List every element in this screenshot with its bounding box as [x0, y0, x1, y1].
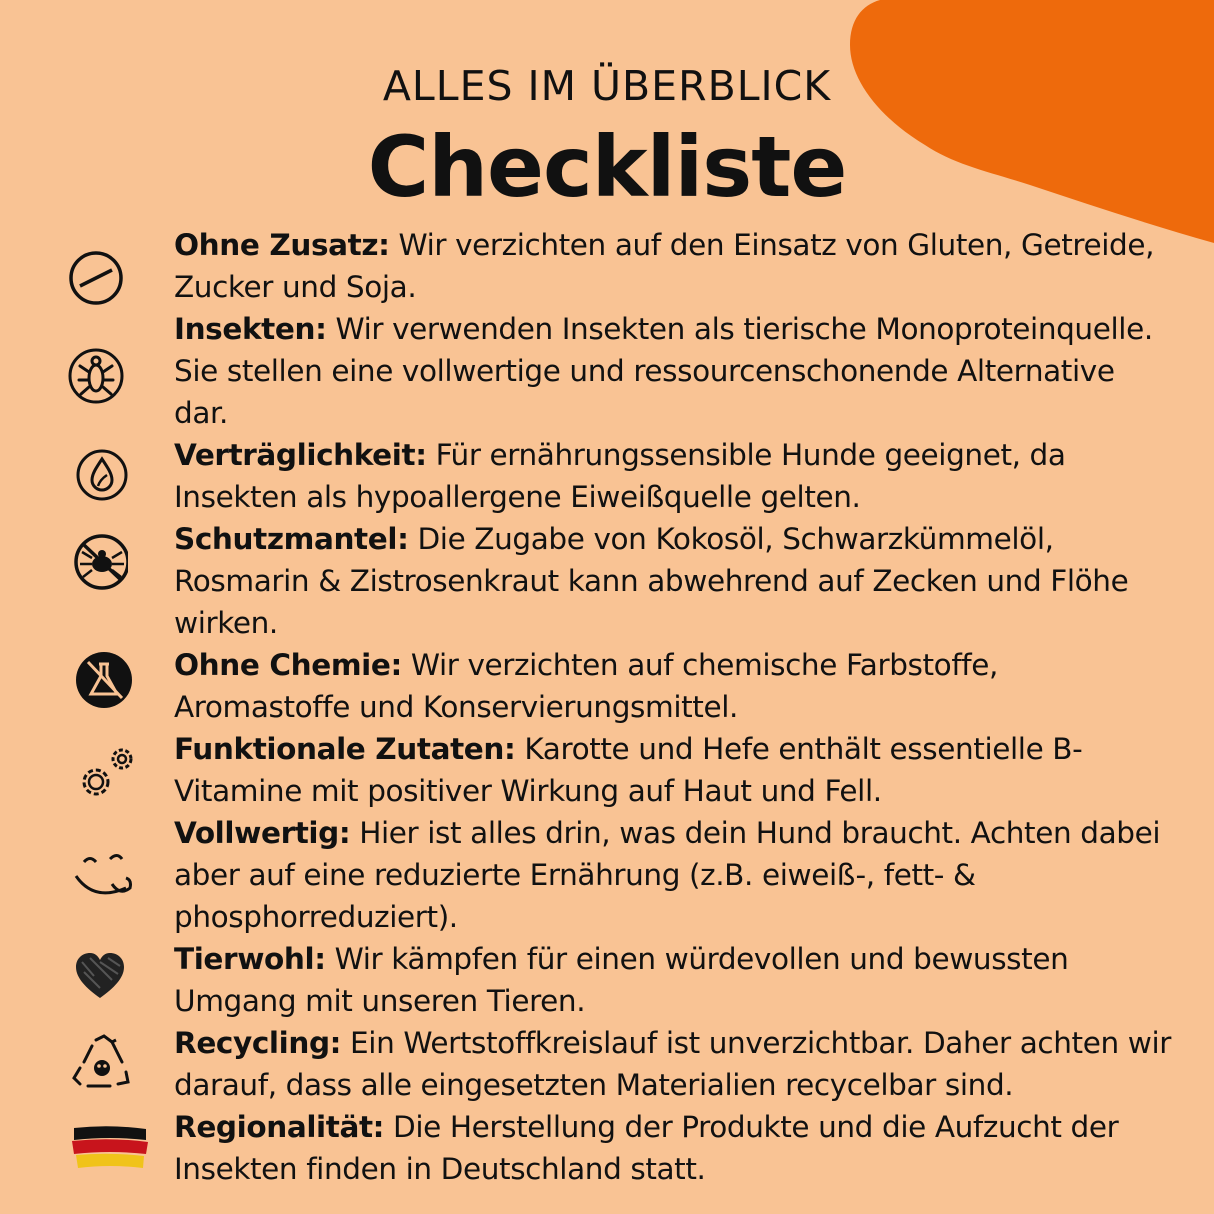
item-label: Tierwohl:: [174, 942, 326, 976]
item-text: [174, 224, 1174, 308]
header-eyebrow: ALLES IM ÜBERBLICK: [382, 62, 832, 110]
gears-icon: [64, 742, 144, 806]
item-label: Insekten:: [174, 312, 327, 346]
item-description: Hier ist alles drin, was dein Hund braucht. Achten dabei aber auf eine reduzierte Ernährung (z.B. eiweiß-, fett- & phosphorreduziert).: [174, 816, 1161, 934]
item-label: Ohne Zusatz:: [174, 228, 390, 262]
item-description: Die Zugabe von Kokosöl, Schwarzkümmelöl, Rosmarin & Zistrosenkraut kann abwehrend auf Zecken und Flöhe wirken.: [174, 522, 1129, 640]
item-text: [174, 644, 1174, 728]
item-label: Regionalität:: [174, 1110, 385, 1144]
insect-icon: [64, 344, 128, 408]
item-label: Verträglichkeit:: [174, 438, 427, 472]
item-text: [174, 812, 1174, 938]
item-text: [174, 1022, 1174, 1106]
item-text: [174, 434, 1174, 518]
yummy-face-icon: [64, 850, 144, 906]
item-text: [174, 518, 1174, 644]
item-description: Für ernährungssensible Hunde geeignet, da Insekten als hypoallergene Eiweißquelle gelten.: [174, 438, 1066, 514]
item-label: Vollwertig:: [174, 816, 351, 850]
item-description: Ein Wertstoffkreislauf ist unverzichtbar. Daher achten wir darauf, dass alle eingesetzten Materialien recycelbar sind.: [174, 1026, 1171, 1102]
item-description: Wir verzichten auf chemische Farbstoffe, Aromastoffe und Konservierungsmittel.: [174, 648, 999, 724]
item-description: Karotte und Hefe enthält essentielle B-Vitamine mit positiver Wirkung auf Haut und Fell.: [174, 732, 1083, 808]
page-title: Checkliste: [367, 118, 847, 216]
item-text: [174, 1106, 1174, 1190]
item-label: Funktionale Zutaten:: [174, 732, 516, 766]
no-tick-icon: [64, 530, 128, 594]
item-label: Recycling:: [174, 1026, 342, 1060]
item-text: [174, 308, 1174, 434]
item-label: Ohne Chemie:: [174, 648, 402, 682]
heart-icon: [64, 948, 136, 1004]
item-description: Wir verzichten auf den Einsatz von Gluten, Getreide, Zucker und Soja.: [174, 228, 1155, 304]
item-description: Wir kämpfen für einen würdevollen und bewussten Umgang mit unseren Tieren.: [174, 942, 1069, 1018]
item-text: [174, 938, 1174, 1022]
recycling-icon: [64, 1030, 144, 1094]
no-chemicals-icon: [64, 648, 136, 712]
item-text: [174, 728, 1174, 812]
item-description: Die Herstellung der Produkte und die Aufzucht der Insekten finden in Deutschland statt.: [174, 1110, 1119, 1186]
item-description: Wir verwenden Insekten als tierische Monoproteinquelle. Sie stellen eine vollwertige und ressourcenschonende Alternative dar.: [174, 312, 1153, 430]
german-flag-icon: [70, 1124, 150, 1174]
no-sign-icon: [64, 246, 128, 310]
item-label: Schutzmantel:: [174, 522, 409, 556]
drop-leaf-icon: [64, 446, 128, 510]
